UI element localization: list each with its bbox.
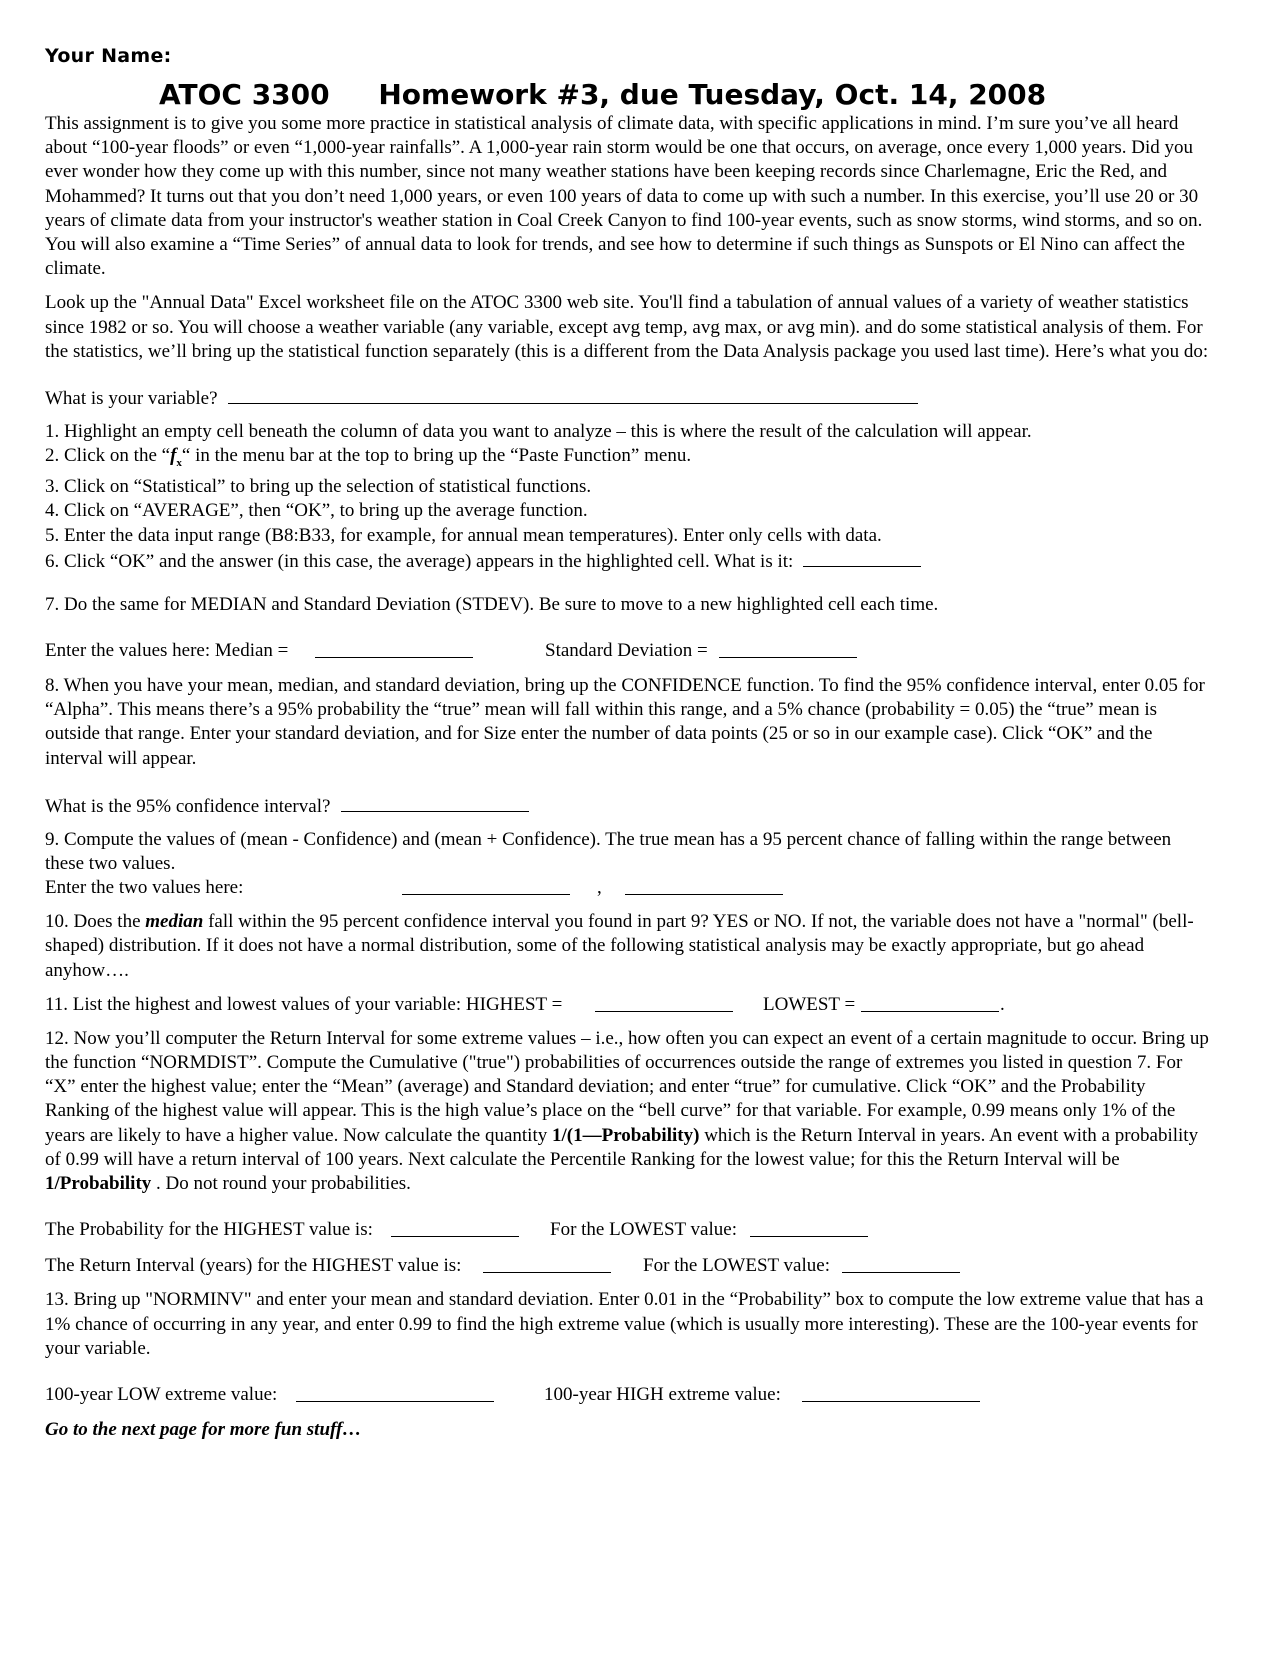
median-blank[interactable] xyxy=(315,639,473,658)
lower-bound-blank[interactable] xyxy=(402,876,570,895)
step-12-text-b: which is the Return Interval in years. An event with a probability of 0.99 will have a return interval of 100 years. Next calculate the Percentile Ranking for the lowest value; for this the Return Interval will be xyxy=(45,1124,1199,1170)
step-10 xyxy=(45,910,1210,983)
next-page-note: Go to the next page for more fun stuff… xyxy=(45,1418,362,1440)
step-1: 1. Highlight an empty cell beneath the column of data you want to analyze – this is where the result of the calculation will appear. xyxy=(45,421,1032,443)
fx-icon: $f_x$ xyxy=(170,445,182,470)
step-6-row xyxy=(45,548,1210,572)
prob-low-label: For the LOWEST value: xyxy=(550,1219,737,1241)
step-2-text-b: “ in the menu bar at the top to bring up the “Paste Function” menu. xyxy=(181,445,692,467)
return-high-label: The Return Interval (years) for the HIGHEST value is: xyxy=(45,1255,462,1277)
step-2 xyxy=(45,444,1210,475)
lowest-blank[interactable] xyxy=(861,993,999,1012)
step-10-text-a: 10. Does the xyxy=(45,911,146,933)
step-8: 8. When you have your mean, median, and standard deviation, bring up the CONFIDENCE function. To find the 95% confidence interval, enter 0.05 for “Alpha”. This means there’s a 95% probability the “true” mean will fall within this range, and a 5% chance (probability = 0.05) the “true” mean is outside that range. Enter your standard deviation, and for Size enter the number of data points (25 or so in our example case). Click “OK” and the interval will appear. xyxy=(45,675,1205,769)
step-5: 5. Enter the data input range (B8:B33, for example, for annual mean temperatures). Enter only cells with data. xyxy=(45,524,882,546)
lowest-label: LOWEST = xyxy=(763,993,856,1015)
confidence-blank[interactable] xyxy=(341,793,529,812)
median-label: Enter the values here: Median = xyxy=(45,640,289,662)
step-9: 9. Compute the values of (mean - Confidence) and (mean + Confidence). The true mean has a 95 percent chance of falling within the range between these two values. xyxy=(45,828,1172,875)
comma-separator: , xyxy=(597,877,602,899)
homework-page xyxy=(45,44,1210,1442)
step-8-question-row xyxy=(45,793,1210,817)
highest-blank[interactable] xyxy=(595,993,733,1012)
high-extreme-label: 100-year HIGH extreme value: xyxy=(544,1383,781,1405)
intro-paragraph-1: This assignment is to give you some more practice in statistical analysis of climate data, with specific applications in mind. I’m sure you’ve all heard about “100-year floods” or even “1,000-year rainfalls”. A 1,000-year rain storm would be one that occurs, on average, once every 1,000 years. Did you ever wonder how they come up with this number, since not many weather stations have been keeping records since Charlemagne, Eric the Red, and Mohammed? It turns out that you don’t need 1,000 years, or even 100 years of data to come up with such a number. In this exercise, you’ll use 20 or 30 years of climate data from your instructor's weather station in Coal Creek Canyon to find 100-year events, such as snow storms, wind storms, and so on. You will also examine a “Time Series” of annual data to look for trends, and see how to determine if such things as Sunspots or El Nino can affect the climate. xyxy=(45,113,1203,280)
step-7: 7. Do the same for MEDIAN and Standard Deviation (STDEV). Be sure to move to a new highlighted cell each time. xyxy=(45,593,939,615)
step-13: 13. Bring up "NORMINV" and enter your mean and standard deviation. Enter 0.01 in the “Probability” box to compute the low extreme value that has a 1% chance of occurring in any year, and enter 0.99 to find the high extreme value (which is usually more interesting). These are the 100-year events for your variable. xyxy=(45,1289,1204,1359)
low-extreme-label: 100-year LOW extreme value: xyxy=(45,1383,278,1405)
page-title: ATOC 3300 Homework #3, due Tuesday, Oct. 14, 2008 xyxy=(159,78,1047,111)
median-emphasis: median xyxy=(145,911,204,933)
return-interval-formula-high: 1/(1—Probability) xyxy=(552,1124,700,1146)
step-3: 3. Click on “Statistical” to bring up the selection of statistical functions. xyxy=(45,476,592,498)
variable-answer-blank[interactable] xyxy=(228,385,918,404)
stdev-blank[interactable] xyxy=(719,639,857,658)
stdev-label: Standard Deviation = xyxy=(545,640,708,662)
variable-question-row xyxy=(45,385,1210,409)
prob-high-blank[interactable] xyxy=(391,1218,519,1237)
return-interval-row xyxy=(45,1254,1210,1278)
low-extreme-blank[interactable] xyxy=(296,1383,494,1402)
extreme-values-row xyxy=(45,1383,1210,1407)
step-12-text-a: 12. Now you’ll computer the Return Interval for some extreme values – i.e., how often you can expect an event of a certain magnitude to occur. Bring up the function “NORMDIST”. Compute the Cumulative ("true") probabilities of occurrences outside the range of extremes you listed in question 7. For “X” enter the highest value; enter the “Mean” (average) and Standard deviation; and enter “true” for cumulative. Click “OK” and the Probability Ranking of the highest value will appear. This is the high value’s place on the “bell curve” for that variable. For example, 0.99 means only 1% of the years are likely to have a higher value. Now calculate the quantity xyxy=(45,1027,1209,1146)
prob-high-label: The Probability for the HIGHEST value is: xyxy=(45,1219,373,1241)
intro-paragraph-2: Look up the "Annual Data" Excel worksheet file on the ATOC 3300 web site. You'll find a tabulation of annual values of a variety of weather statistics since 1982 or so. You will choose a weather variable (any variable, except avg temp, avg max, or avg min). and do some statistical analysis of them. For the statistics, we’ll bring up the statistical function separately (this is a different from the Data Analysis package you used last time). Here’s what you do: xyxy=(45,292,1209,362)
confidence-question: What is the 95% confidence interval? xyxy=(45,795,331,817)
two-values-label: Enter the two values here: xyxy=(45,877,244,899)
prob-low-blank[interactable] xyxy=(750,1218,868,1237)
step-2-text-a: 2. Click on the “ xyxy=(45,445,171,467)
step-12-text-c: . Do not round your probabilities. xyxy=(151,1173,411,1195)
variable-question: What is your variable? xyxy=(45,388,218,410)
step-6: 6. Click “OK” and the answer (in this case, the average) appears in the highlighted cell. What is it: xyxy=(45,550,794,572)
step-11-period: . xyxy=(1000,993,1005,1015)
average-answer-blank[interactable] xyxy=(803,548,921,567)
return-low-blank[interactable] xyxy=(842,1254,960,1273)
step-10-text-b: fall within the 95 percent confidence interval you found in part 9? YES or NO. If not, the variable does not have a "normal" (bell-shaped) distribution. If it does not have a normal distribution, some of the following statistical analysis may be exactly appropriate, but go ahead anyhow…. xyxy=(45,911,1194,981)
step-9-values-row xyxy=(45,876,1210,900)
probability-row xyxy=(45,1218,1210,1242)
upper-bound-blank[interactable] xyxy=(625,876,783,895)
step-12 xyxy=(45,1027,1210,1196)
step-11-row xyxy=(45,993,1210,1017)
step-7-values-row xyxy=(45,639,1210,663)
highest-label: 11. List the highest and lowest values of your variable: HIGHEST = xyxy=(45,993,563,1015)
return-low-label: For the LOWEST value: xyxy=(643,1255,830,1277)
step-4: 4. Click on “AVERAGE”, then “OK”, to bring up the average function. xyxy=(45,500,588,522)
your-name-label: Your Name: xyxy=(45,45,172,67)
high-extreme-blank[interactable] xyxy=(802,1383,980,1402)
return-high-blank[interactable] xyxy=(483,1254,611,1273)
return-interval-formula-low: 1/Probability xyxy=(45,1173,152,1195)
